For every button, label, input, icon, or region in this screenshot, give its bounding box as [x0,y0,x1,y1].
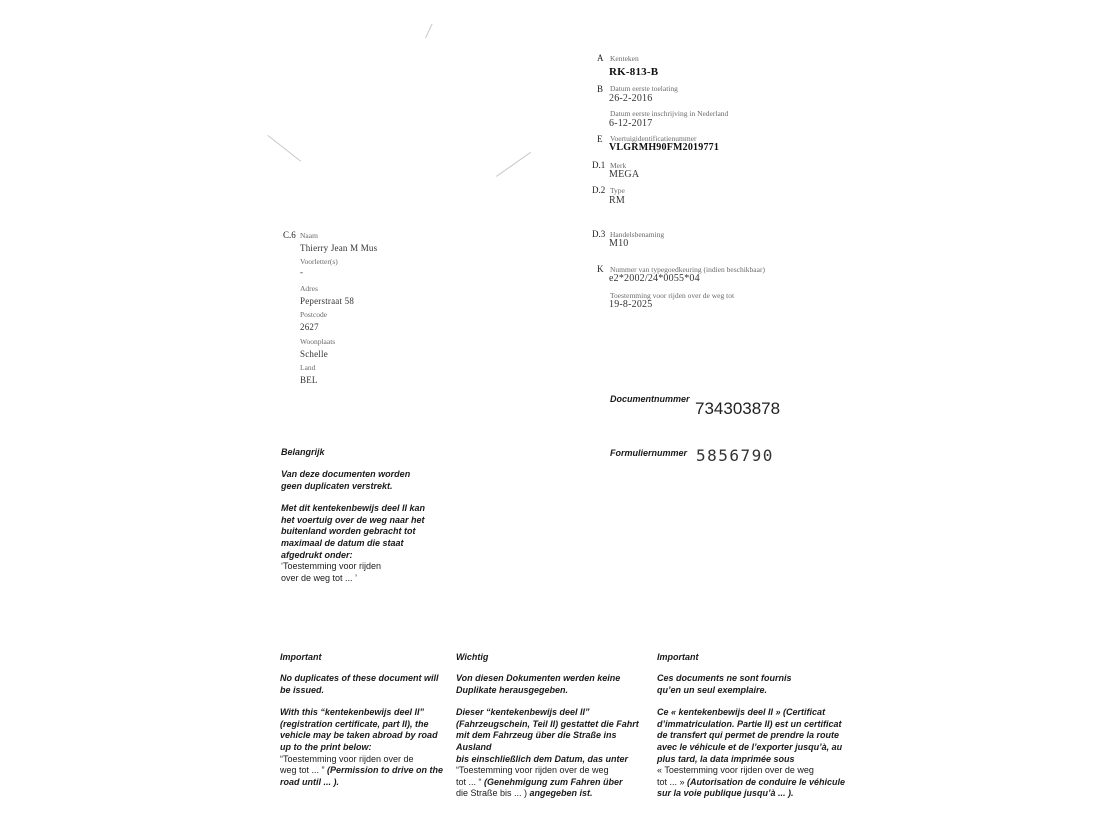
wichtig-de-p3-line: “Toestemming voor rijden over de weg [456,765,609,776]
scan-scratch-mark [425,23,433,38]
kenteken-value: RK-813-B [609,66,659,78]
wichtig-de-notice [456,652,646,800]
land-value: BEL [300,375,318,385]
important-fr-p2-line: Ce « kentekenbewijs deel II » (Certificat [657,707,826,718]
wichtig-de-p3-italic: angegeben ist. [527,788,593,799]
woonplaats-label: Woonplaats [300,337,336,346]
belangrijk-p2-line: het voertuig over de weg naar het [281,514,425,525]
wichtig-de-p3-upright: tot ... “ [456,776,482,787]
scan-scratch-mark [267,135,301,162]
important-fr-p1-line: qu’en un seul exemplaire. [657,684,768,695]
field-code-d3: D.3 [592,229,606,239]
wichtig-de-p3-line [456,788,646,800]
important-en-p1-line: No duplicates of these document will [280,673,439,683]
wichtig-de-heading: Wichtig [456,652,489,662]
important-en-notice [280,652,450,788]
merk-value: MEGA [609,169,640,180]
belangrijk-p2-line: buitenland worden gebracht tot [281,526,416,537]
important-fr-p2-line: de transfert qui permet de prendre la route [657,730,840,741]
voorletters-label: Voorletter(s) [300,257,338,266]
field-code-k: K [597,264,604,274]
typegoedkeuring-label: Nummer van typegoedkeuring (indien beschikbaar) [610,265,765,274]
wichtig-de-p2-line: (Fahrzeugschein, Teil II) gestattet die Fahrt [456,718,639,729]
important-fr-p2-line: d’immatriculation. Partie II) est un certificat [657,718,842,729]
inschrijving-nl-value: 6-12-2017 [609,118,653,129]
important-fr-p3-line: sur la voie publique jusqu’à ... ). [657,788,794,799]
important-en-p2-line: up to the print below: [280,741,372,752]
belangrijk-p3-line: ‘Toestemming voor rijden [281,561,382,572]
vin-label: Voertuigidentificatienummer [610,134,697,143]
belangrijk-p1-line: Van deze documenten worden [281,469,411,479]
important-fr-p3-italic: (Autorisation de conduire le véhicule [684,776,846,787]
adres-label: Adres [300,284,318,293]
important-fr-heading: Important [657,652,699,662]
formuliernummer-label: Formuliernummer [610,448,688,458]
field-code-d1: D.1 [592,160,606,170]
belangrijk-p2-line: maximaal de datum die staat [281,537,404,548]
important-en-p2-line: vehicle may be taken abroad by road [280,730,438,741]
toestemming-label: Toestemming voor rijden over de weg tot [610,291,735,300]
important-fr-p1-line: Ces documents ne sont fournis [657,673,792,683]
wichtig-de-p2-line: mit dem Fahrzeug über die Straße ins Ausland [456,730,617,752]
belangrijk-p3-line: over de weg tot ... ’ [281,572,358,583]
belangrijk-notice [281,447,481,584]
important-en-p2-line: With this “kentekenbewijs deel II” [280,707,424,718]
postcode-value: 2627 [300,322,319,332]
wichtig-de-p1-line: Von diesen Dokumenten werden keine [456,673,621,683]
formuliernummer-value: 5856790 [696,446,774,465]
field-code-c6: C.6 [283,230,296,240]
adres-value: Peperstraat 58 [300,296,355,306]
important-en-p1-line: be issued. [280,684,325,695]
vin-value: VLGRMH90FM2019771 [609,142,720,153]
eerste-toelating-value: 26-2-2016 [609,93,653,104]
toestemming-value: 19-8-2025 [609,299,653,310]
field-code-a: A [597,53,604,63]
important-fr-p3-upright: tot ... » [657,776,685,787]
wichtig-de-p2-line: Dieser “kentekenbewijs deel II” [456,707,590,718]
wichtig-de-p2-line: bis einschließlich dem Datum, das unter [456,753,629,764]
field-code-b: B [597,84,604,94]
wichtig-de-p3-line [456,777,646,789]
wichtig-de-p3-upright: die Straße bis ... ) [456,788,528,799]
naam-value: Thierry Jean M Mus [300,243,378,253]
naam-label: Naam [300,231,318,240]
important-en-heading: Important [280,652,322,662]
field-code-d2: D.2 [592,185,606,195]
inschrijving-nl-label: Datum eerste inschrijving in Nederland [610,109,729,118]
voorletters-value: - [300,267,304,277]
field-code-e: E [597,134,603,144]
type-label: Type [610,186,625,195]
belangrijk-heading: Belangrijk [281,447,325,457]
important-fr-p3-line [657,777,847,789]
important-en-p3-line: “Toestemming voor rijden over de [280,753,414,764]
postcode-label: Postcode [300,310,328,319]
important-fr-p3-line: « Toestemming voor rijden over de weg [657,765,814,776]
eerste-toelating-label: Datum eerste toelating [610,84,678,93]
belangrijk-p1-line: geen duplicaten verstrekt. [281,480,393,491]
documentnummer-value: 734303878 [695,399,781,418]
important-en-p3-italic: (Permission to drive on the [324,765,444,776]
handelsbenaming-value: M10 [609,238,629,249]
important-fr-notice [657,652,847,800]
belangrijk-p2-line: Met dit kentekenbewijs deel II kan [281,503,426,514]
important-en-p2-line: (registration certificate, part II), the [280,718,429,729]
important-en-p3-upright: weg tot ... ” [280,765,325,776]
belangrijk-p2-line: afgedrukt onder: [281,549,353,560]
wichtig-de-p1-line: Duplikate herausgegeben. [456,684,569,695]
typegoedkeuring-value: e2*2002/24*0055*04 [609,273,700,284]
scan-scratch-mark [496,152,531,177]
important-fr-p2-line: avec le véhicule et de l’exporter jusqu’à, au [657,741,843,752]
merk-label: Merk [610,161,627,170]
land-label: Land [300,363,316,372]
type-value: RM [609,195,625,206]
kenteken-label: Kenteken [610,54,639,63]
important-en-p3-line [280,765,450,777]
handelsbenaming-label: Handelsbenaming [610,230,665,239]
important-en-p3-line: road until ... ). [280,776,339,787]
documentnummer-label: Documentnummer [610,394,690,404]
woonplaats-value: Schelle [300,349,328,359]
important-fr-p2-line: plus tard, la data imprimée sous [657,753,795,764]
wichtig-de-p3-italic: (Genehmigung zum Fahren über [481,776,623,787]
